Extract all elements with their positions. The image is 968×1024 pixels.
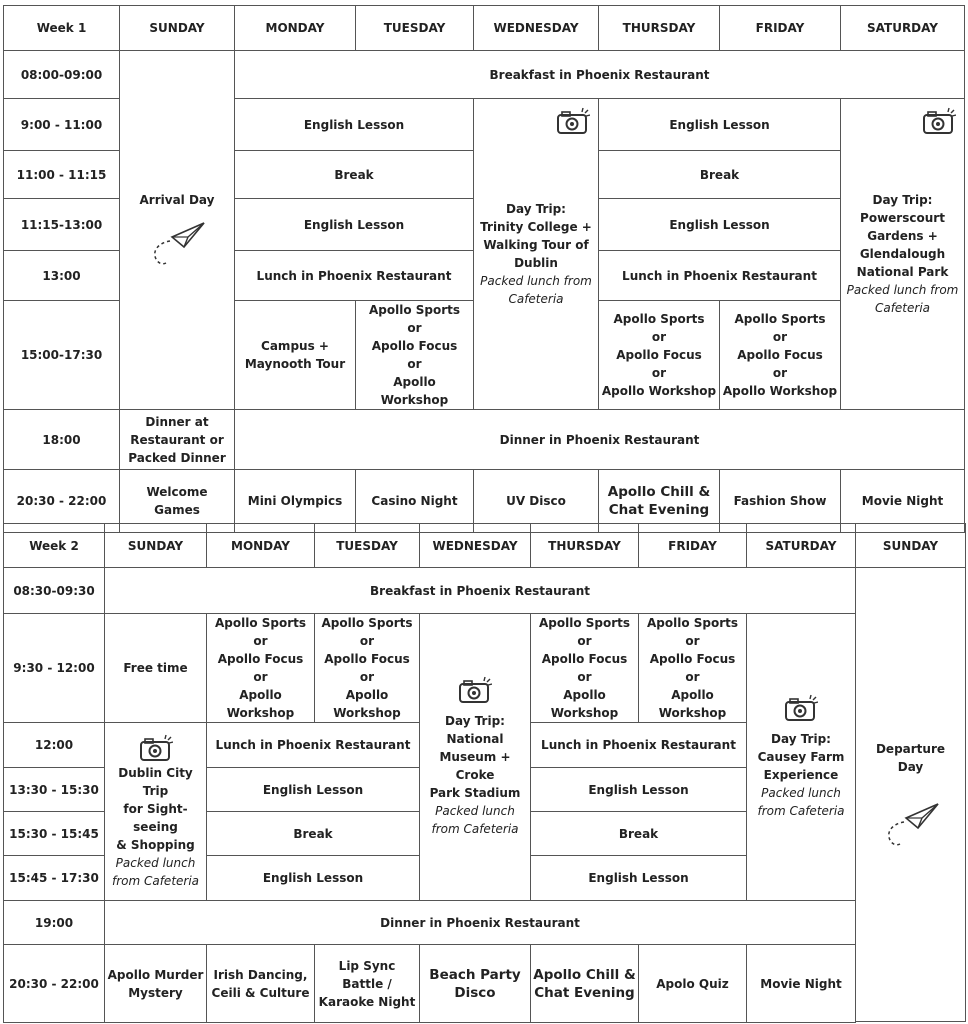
option-line: Apollo — [671, 688, 714, 702]
option-line: Apollo Focus — [737, 348, 823, 362]
w2-header-wednesday: WEDNESDAY — [420, 524, 531, 568]
w2-apollo-options — [639, 614, 747, 723]
w2-saturday-trip — [747, 614, 856, 901]
option-line: or — [685, 634, 700, 648]
trip-line: Trinity College + — [480, 220, 592, 234]
packed-lunch-note: Packed lunch — [435, 804, 515, 818]
w2-time-slot: 15:30 - 15:45 — [4, 812, 105, 856]
packed-lunch-note: from Cafeteria — [757, 804, 845, 818]
trip-line: Park Stadium — [429, 786, 521, 800]
w2-header-sunday: SUNDAY — [105, 524, 207, 568]
w2-evening-friday: Apolo Quiz — [639, 945, 747, 1023]
w2-time-slot: 20:30 - 22:00 — [4, 945, 105, 1023]
w1-evening-monday: Mini Olympics — [235, 470, 356, 533]
w1-saturday-trip — [841, 99, 965, 410]
w1-dinner: Dinner in Phoenix Restaurant — [235, 410, 965, 470]
w1-english-lesson: English Lesson — [599, 199, 841, 251]
trip-line: Day Trip: — [506, 202, 566, 216]
w1-header-thursday: THURSDAY — [599, 6, 720, 51]
trip-line: Dublin — [514, 256, 558, 270]
w1-header-friday: FRIDAY — [720, 6, 841, 51]
w2-time-slot: 19:00 — [4, 901, 105, 945]
w1-english-lesson: English Lesson — [235, 99, 474, 151]
w2-apollo-options — [315, 614, 420, 723]
w2-breakfast: Breakfast in Phoenix Restaurant — [105, 568, 856, 614]
w2-departure-day — [856, 568, 966, 1022]
option-line: or — [651, 366, 667, 380]
w1-time-slot: 20:30 - 22:00 — [4, 470, 120, 533]
week2-final-sunday — [855, 523, 966, 1022]
w2-time-slot: 9:30 - 12:00 — [4, 614, 105, 723]
camera-icon — [139, 734, 173, 762]
option-line: or — [407, 357, 422, 371]
w1-header-sunday: SUNDAY — [120, 6, 235, 51]
packed-lunch-note: Packed lunch — [761, 786, 841, 800]
w1-breakfast: Breakfast in Phoenix Restaurant — [235, 51, 965, 99]
w1-time-slot: 08:00-09:00 — [4, 51, 120, 99]
w2-header-monday: MONDAY — [207, 524, 315, 568]
option-line: Apollo Workshop — [722, 384, 838, 398]
option-line: Workshop — [333, 706, 401, 720]
option-line: Apollo Sports — [613, 312, 705, 326]
trip-line: & Shopping — [116, 837, 195, 852]
option-line: Apollo — [239, 688, 282, 702]
w2-dinner: Dinner in Phoenix Restaurant — [105, 901, 856, 945]
w1-time-slot: 18:00 — [4, 410, 120, 470]
w1-evening-friday: Fashion Show — [720, 470, 841, 533]
option-line: Apollo Focus — [324, 652, 410, 666]
option-line: or — [359, 634, 375, 648]
w2-time-slot: 12:00 — [4, 723, 105, 768]
w1-apollo-options — [720, 301, 841, 410]
option-line: Apollo Focus — [371, 339, 458, 353]
option-line: Apollo Sports — [321, 616, 413, 630]
option-line: or — [772, 366, 788, 380]
w2-header-thursday: THURSDAY — [531, 524, 639, 568]
option-line: Apollo — [563, 688, 606, 702]
w1-time-slot: 9:00 - 11:00 — [4, 99, 120, 151]
w2-apollo-options — [531, 614, 639, 723]
arrival-day-label: Arrival Day — [139, 193, 215, 207]
week2-timetable — [3, 523, 856, 1023]
w1-time-slot: 11:15-13:00 — [4, 199, 120, 251]
option-line: Workshop — [550, 706, 619, 720]
activity-line: Maynooth Tour — [244, 357, 346, 371]
w1-arrival-day — [120, 51, 235, 410]
camera-icon — [458, 676, 492, 704]
w1-wednesday-trip — [474, 99, 599, 410]
w1-apollo-options — [599, 301, 720, 410]
option-line: Apollo Focus — [616, 348, 702, 362]
packed-lunch-note: from Cafeteria — [111, 873, 200, 888]
w1-lunch: Lunch in Phoenix Restaurant — [599, 251, 841, 301]
trip-line: Walking Tour of — [483, 238, 589, 252]
w2-english-lesson: English Lesson — [531, 856, 747, 901]
w2-evening-monday: Irish Dancing, Ceili & Culture — [207, 945, 315, 1023]
departure-line: Departure — [875, 741, 946, 756]
option-line: Apollo — [345, 688, 389, 702]
w1-header-tuesday: TUESDAY — [356, 6, 474, 51]
w2-english-lesson: English Lesson — [207, 856, 420, 901]
w2-evening-wednesday: Beach Party Disco — [420, 945, 531, 1023]
option-line: Apollo Sports — [368, 303, 461, 317]
option-line: or — [685, 670, 700, 684]
w2-header-saturday: SATURDAY — [747, 524, 856, 568]
w1-break: Break — [235, 151, 474, 199]
trip-line: Causey Farm — [757, 750, 845, 764]
w2-time-slot: 08:30-09:30 — [4, 568, 105, 614]
w1-evening-thursday: Apollo Chill & Chat Evening — [599, 470, 720, 533]
trip-line: for Sight-seeing — [123, 801, 188, 834]
option-line: or — [772, 330, 788, 344]
trip-line: National Park — [856, 265, 949, 279]
paper-plane-icon — [148, 217, 206, 269]
trip-line: Day Trip: — [771, 732, 831, 746]
w1-english-lesson: English Lesson — [599, 99, 841, 151]
w2-lunch: Lunch in Phoenix Restaurant — [531, 723, 747, 768]
trip-line: Day Trip: — [872, 193, 933, 207]
option-line: Workshop — [658, 706, 727, 720]
w2-header-friday: FRIDAY — [639, 524, 747, 568]
w2-apollo-options — [207, 614, 315, 723]
packed-lunch-note: Packed lunch from — [480, 274, 592, 288]
week2-label: Week 2 — [4, 524, 105, 568]
option-line: or — [253, 634, 268, 648]
w1-break: Break — [599, 151, 841, 199]
w1-evening-saturday: Movie Night — [841, 470, 965, 533]
w2-evening-tuesday: Lip Sync Battle / Karaoke Night — [315, 945, 420, 1023]
dinner-line: Packed Dinner — [128, 450, 226, 465]
option-line: Apollo Sports — [214, 616, 307, 630]
w2-lunch: Lunch in Phoenix Restaurant — [207, 723, 420, 768]
trip-line: Gardens + — [867, 229, 938, 243]
camera-icon — [784, 694, 818, 722]
option-line: or — [577, 670, 592, 684]
packed-lunch-note: Packed lunch — [115, 855, 196, 870]
w1-evening-sunday: Welcome Games — [120, 470, 235, 533]
option-line: Apollo Sports — [646, 616, 739, 630]
option-line: Apollo Focus — [217, 652, 304, 666]
w1-evening-wednesday: UV Disco — [474, 470, 599, 533]
option-line: or — [253, 670, 268, 684]
trip-line: Powerscourt — [860, 211, 945, 225]
w1-time-slot: 11:00 - 11:15 — [4, 151, 120, 199]
option-line: Apollo Sports — [734, 312, 826, 326]
week1-timetable — [3, 5, 965, 533]
w1-campus-tour — [235, 301, 356, 410]
option-line: Apollo Focus — [541, 652, 628, 666]
w2-evening-saturday: Movie Night — [747, 945, 856, 1023]
w2-english-lesson: English Lesson — [207, 768, 420, 812]
w2-sunday-trip — [105, 723, 207, 901]
w1-time-slot: 13:00 — [4, 251, 120, 301]
w1-header-wednesday: WEDNESDAY — [474, 6, 599, 51]
w1-time-slot: 15:00-17:30 — [4, 301, 120, 410]
trip-line: National — [446, 732, 504, 746]
w2-evening-thursday: Apollo Chill & Chat Evening — [531, 945, 639, 1023]
week1-label: Week 1 — [4, 6, 120, 51]
option-line: or — [651, 330, 667, 344]
packed-lunch-note: Cafeteria — [508, 292, 564, 306]
option-line: Apollo Sports — [538, 616, 631, 630]
option-line: or — [407, 321, 422, 335]
option-line: Workshop — [226, 706, 295, 720]
camera-icon — [922, 107, 956, 135]
dinner-line: Dinner at — [145, 414, 209, 429]
w1-lunch: Lunch in Phoenix Restaurant — [235, 251, 474, 301]
w1-sunday-dinner — [120, 410, 235, 470]
trip-line: Day Trip: — [445, 714, 505, 728]
w1-header-monday: MONDAY — [235, 6, 356, 51]
w1-english-lesson: English Lesson — [235, 199, 474, 251]
packed-lunch-note: Packed lunch from — [846, 283, 959, 297]
w1-evening-tuesday: Casino Night — [356, 470, 474, 533]
w2-break: Break — [531, 812, 747, 856]
departure-line: Day — [897, 759, 924, 774]
trip-line: Glendalough — [859, 247, 946, 261]
w2-free-time: Free time — [105, 614, 207, 723]
option-line: or — [577, 634, 592, 648]
trip-line: Museum + Croke — [439, 750, 511, 782]
option-line: or — [359, 670, 375, 684]
packed-lunch-note: Cafeteria — [874, 301, 931, 315]
trip-line: Dublin City Trip — [118, 765, 193, 798]
w2-header-final-sunday: SUNDAY — [856, 524, 966, 568]
trip-line: Experience — [763, 768, 839, 782]
packed-lunch-note: from Cafeteria — [431, 822, 519, 836]
dinner-line: Restaurant or — [130, 432, 224, 447]
paper-plane-icon — [882, 798, 940, 850]
option-line: Apollo Workshop — [380, 375, 449, 407]
w2-break: Break — [207, 812, 420, 856]
w2-time-slot: 13:30 - 15:30 — [4, 768, 105, 812]
w1-header-saturday: SATURDAY — [841, 6, 965, 51]
option-line: Apollo Workshop — [601, 384, 717, 398]
w2-wednesday-trip — [420, 614, 531, 901]
w2-header-tuesday: TUESDAY — [315, 524, 420, 568]
w2-time-slot: 15:45 - 17:30 — [4, 856, 105, 901]
camera-icon — [556, 107, 590, 135]
w2-evening-sunday: Apollo Murder Mystery — [105, 945, 207, 1023]
w2-english-lesson: English Lesson — [531, 768, 747, 812]
w1-apollo-options — [356, 301, 474, 410]
option-line: Apollo Focus — [649, 652, 736, 666]
activity-line: Campus + — [261, 339, 329, 353]
